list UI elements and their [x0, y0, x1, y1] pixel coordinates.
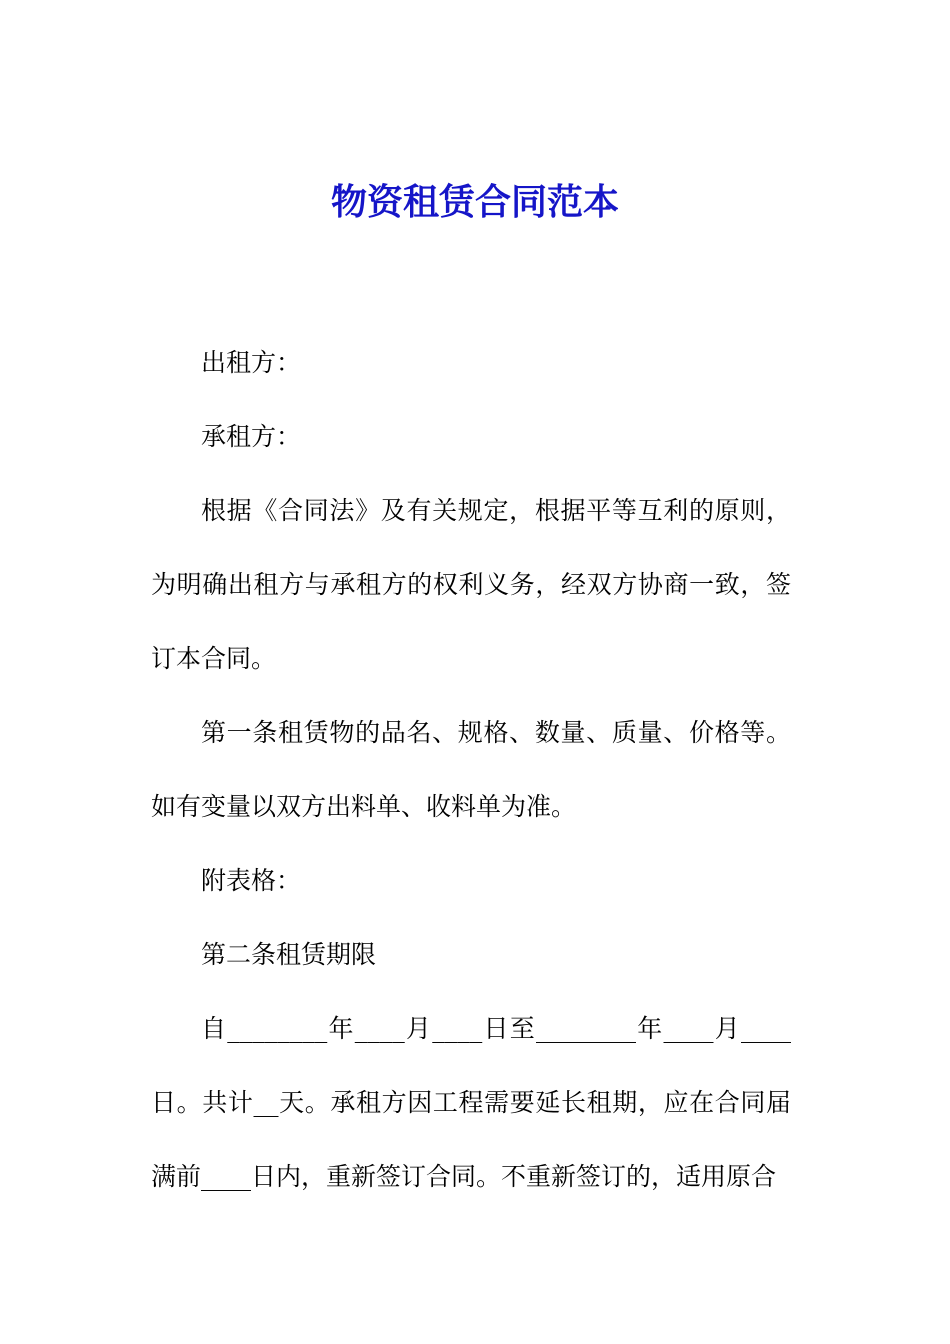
lease-term-paragraph: 自________年____月____日至________年____月____日。共计__天。承租方因工程需要延长租期，应在合同届满前____日内，重新签订合同。不重新签订的，适用原合	[151, 1014, 791, 1191]
document-title: 物资租赁合同范本	[330, 181, 619, 223]
document-body	[151, 326, 791, 1214]
article-one-paragraph: 第一条租赁物的品名、规格、数量、质量、价格等。如有变量以双方出料单、收料单为准。	[151, 718, 791, 821]
attached-table-line: 附表格：	[201, 866, 302, 895]
lessee-line: 承租方：	[201, 422, 302, 451]
article-two-heading: 第二条租赁期限	[201, 940, 377, 969]
lessor-line: 出租方：	[201, 348, 302, 377]
preamble-paragraph: 根据《合同法》及有关规定，根据平等互利的原则，为明确出租方与承租方的权利义务，经双方协商一致，签订本合同。	[151, 496, 791, 673]
